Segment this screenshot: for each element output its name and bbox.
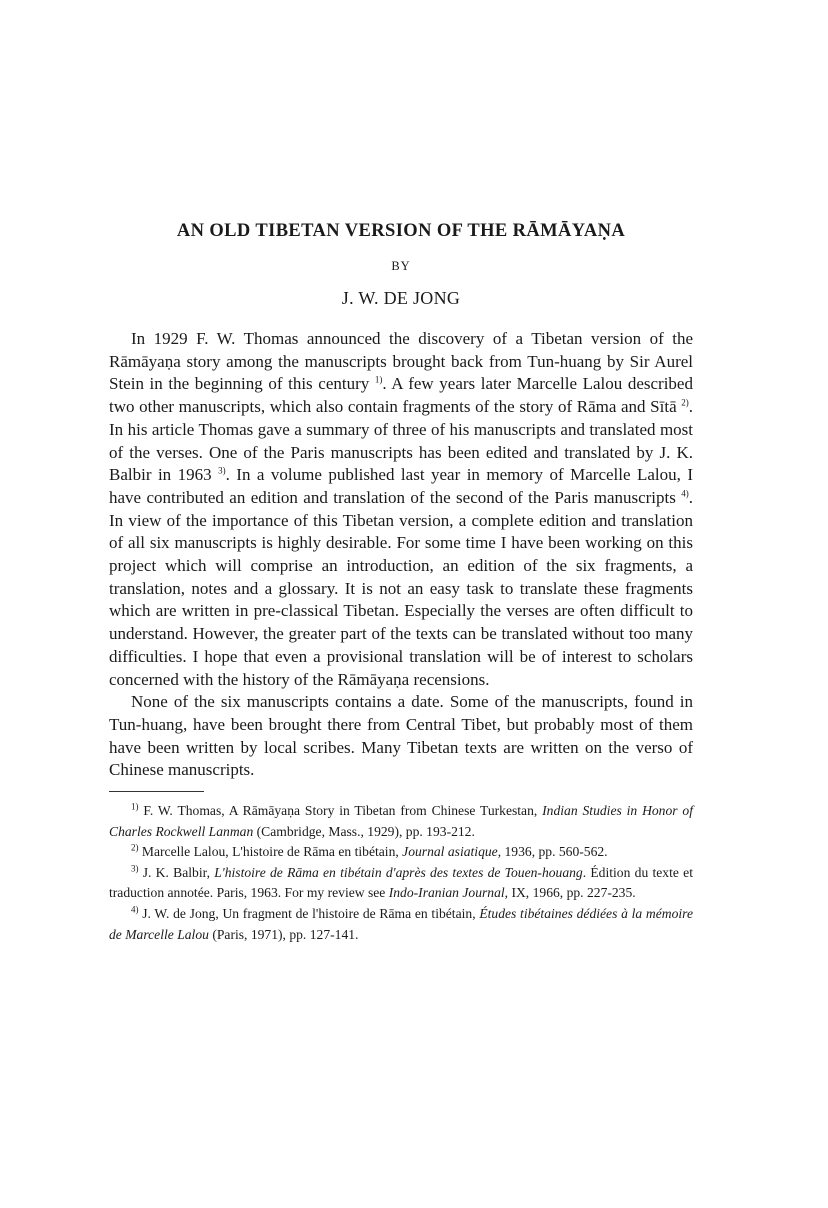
footnote-marker: 1) <box>374 374 383 385</box>
text-run: (Cambridge, Mass., 1929), pp. 193-212. <box>253 823 475 839</box>
footnote-marker: 3) <box>131 863 139 874</box>
text-run: . Édition du texte et traduction annotée. Paris, 1963. For my review see <box>109 864 693 901</box>
italic-title: Journal asiatique <box>402 844 498 860</box>
text-run: , IX, 1966, pp. 227-235. <box>504 885 636 901</box>
text-run: J. W. de Jong, Un fragment de l'histoire de Rāma en tibétain, <box>138 906 480 922</box>
text-run: . In a volume published last year in memory of Marcelle Lalou, I have contributed an edition and translation of the second of the Paris manuscripts <box>109 465 694 507</box>
paragraph <box>109 691 693 782</box>
italic-title: Indo-Iranian Journal <box>388 885 505 901</box>
footnote-marker: 3) <box>218 465 226 476</box>
text-run: J. K. Balbir, <box>138 864 215 880</box>
footnote <box>109 801 693 842</box>
page <box>109 218 693 945</box>
paragraph <box>109 328 693 691</box>
text-run: None of the six manuscripts contains a date. Some of the manuscripts, found in Tun-huang, have been brought there from Central Tibet, but probably most of them have been written by local scribes. Many Tibetan texts are written on the verso of Chinese manuscripts. <box>109 692 693 780</box>
footnote-marker: 4) <box>681 488 689 499</box>
footnote <box>109 904 693 945</box>
footnote-marker: 4) <box>131 904 139 915</box>
footnote-marker: 1) <box>131 801 139 812</box>
text-run: . In view of the importance of this Tibetan version, a complete edition and translation of all six manuscripts is highly desirable. For some time I have been working on this project which will comprise an introduction, an edition of the six fragments, a translation, notes and a glossary. It is not an easy task to translate these fragments which are written in pre-classical Tibetan. Especially the verses are often difficult to understand. However, the greater part of the texts can be translated without too many difficulties. I hope that even a provisional translation will be of interest to scholars concerned with the history of the Rāmāyaṇa recensions. <box>109 487 693 689</box>
byline-label: BY <box>391 259 411 273</box>
footnotes <box>109 801 693 945</box>
footnote <box>109 863 693 904</box>
text-run: F. W. Thomas, A Rāmāyaṇa Story in Tibetan from Chinese Turkestan, <box>138 803 543 819</box>
footnote-divider <box>109 791 204 792</box>
italic-title: Indian Studies in Honor of Charles Rockwell Lanman <box>109 803 694 839</box>
text-run: (Paris, 1971), pp. 127-141. <box>208 926 359 942</box>
text-run: . In his article Thomas gave a summary of three of his manuscripts and translated most of the verses. One of the Paris manuscripts has been edited and translated by J. K. Balbir in 1963 <box>109 397 693 485</box>
text-run: , 1936, pp. 560-562. <box>497 844 608 860</box>
text-run: Marcelle Lalou, L'histoire de Rāma en tibétain, <box>138 844 403 860</box>
footnote <box>109 842 693 863</box>
article-body <box>109 328 693 782</box>
text-run: . A few years later Marcelle Lalou described two other manuscripts, which also contain fragments of the story of Rāma and Sītā <box>109 374 693 417</box>
author-name: J. W. DE JONG <box>341 288 461 308</box>
italic-title: Études tibétaines dédiées à la mémoire de Marcelle Lalou <box>109 906 693 942</box>
text-run: In 1929 F. W. Thomas announced the discovery of a Tibetan version of the Rāmāyaṇa story among the manuscripts brought back from Tun-huang by Sir Aurel Stein in the beginning of this century <box>109 329 693 394</box>
italic-title: L'histoire de Rāma en tibétain d'après des textes de Touen-houang <box>214 864 583 880</box>
footnote-marker: 2) <box>681 397 689 408</box>
footnote-marker: 2) <box>131 842 139 853</box>
article-title: AN OLD TIBETAN VERSION OF THE RĀMĀYAṆA <box>176 221 626 241</box>
